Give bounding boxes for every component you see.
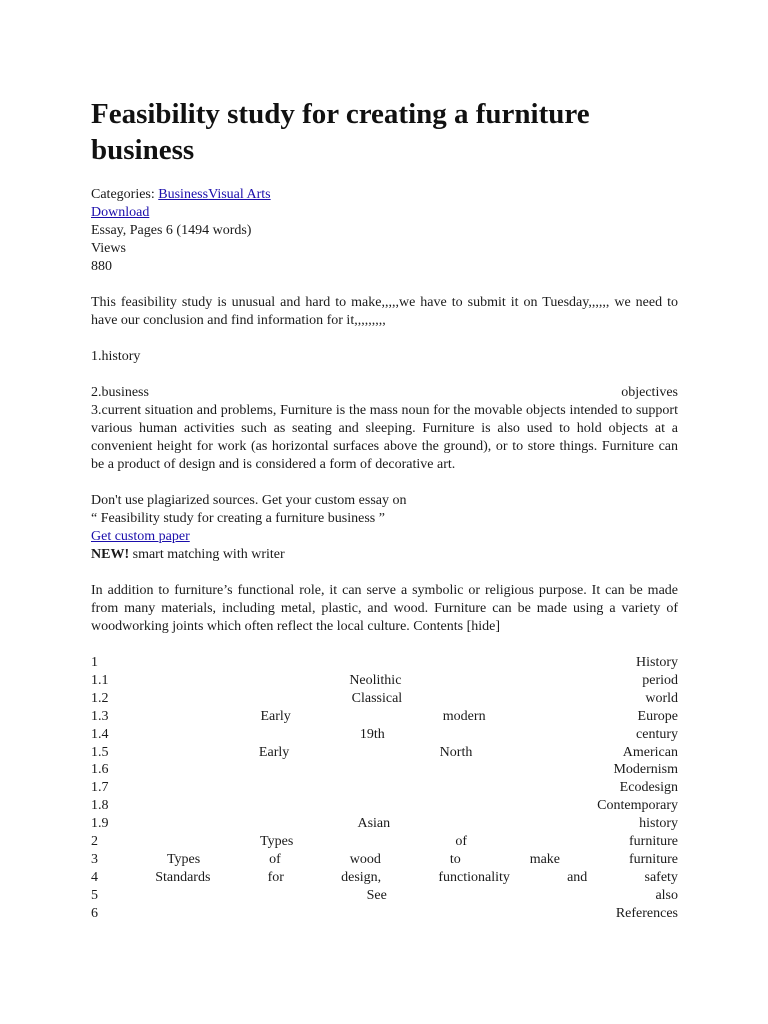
- toc-word: Modernism: [613, 762, 678, 778]
- toc-row: [91, 887, 678, 905]
- new-feature-line: [91, 546, 678, 564]
- toc-word: and: [567, 869, 588, 885]
- toc-word: Types: [260, 834, 294, 850]
- toc-row: [91, 851, 678, 869]
- toc-number: 6: [91, 905, 98, 921]
- views-count: 880: [91, 259, 112, 274]
- toc-word: world: [645, 690, 678, 706]
- toc-number: 3: [91, 851, 98, 867]
- toc-row: [91, 654, 678, 672]
- toc-number: 1.8: [91, 798, 109, 814]
- toc-word: period: [642, 672, 678, 688]
- toc-word: Ecodesign: [619, 780, 678, 796]
- toc-number: 1.2: [91, 690, 109, 706]
- toc-word: century: [636, 726, 678, 742]
- toc-number: 2: [91, 834, 98, 850]
- business-label: 2.business: [91, 385, 149, 400]
- toc-word: to: [449, 851, 461, 867]
- page-title: Feasibility study for creating a furniture business: [91, 98, 590, 166]
- toc-word: furniture: [629, 834, 678, 850]
- promo-line-1: Don't use plagiarized sources. Get your custom essay on: [91, 493, 407, 508]
- furniture-paragraph: In addition to furniture’s functional role, it can serve a symbolic or religious purpose. It can be made from many materials, including metal, plastic, and wood. Furniture can be made using a variety of woodworking joints which often reflect the local culture. Contents [hide]: [91, 583, 678, 634]
- toc-word: of: [455, 834, 467, 850]
- toc-word: Neolithic: [349, 672, 402, 688]
- toc-row: [91, 779, 678, 797]
- toc-word: for: [267, 869, 284, 885]
- toc-word: wood: [349, 851, 381, 867]
- category-link-business[interactable]: Business: [158, 187, 209, 202]
- toc-word: Europe: [637, 708, 678, 724]
- toc-number: 1.5: [91, 744, 109, 760]
- essay-info: Essay, Pages 6 (1494 words): [91, 223, 252, 238]
- intro-paragraph: This feasibility study is unusual and hard to make,,,,,we have to submit it on Tuesday,,,,,, we need to have our conclusion and find information for it,,,,,,,,,: [91, 295, 678, 328]
- toc-word: modern: [442, 708, 486, 724]
- toc-row: [91, 815, 678, 833]
- toc-word: History: [636, 655, 678, 670]
- toc-word: Types: [166, 851, 201, 867]
- toc-word: Asian: [357, 816, 391, 832]
- new-feature-text: smart matching with writer: [129, 547, 285, 562]
- toc-number: 1.6: [91, 762, 109, 778]
- promo-line-2: “ Feasibility study for creating a furniture business ”: [91, 511, 385, 526]
- toc-word: North: [439, 744, 473, 760]
- categories-line: [91, 186, 678, 204]
- toc-row: [91, 726, 678, 744]
- toc-word: Early: [258, 744, 290, 760]
- toc-word: functionality: [438, 869, 510, 885]
- meta-block: [91, 186, 678, 276]
- download-link[interactable]: Download: [91, 205, 150, 220]
- toc-word: Early: [260, 708, 291, 724]
- toc-row: [91, 797, 678, 815]
- toc-row: [91, 690, 678, 708]
- toc-word: also: [655, 887, 678, 903]
- toc-number: 1: [91, 655, 98, 670]
- article: [91, 96, 678, 923]
- toc-word: Standards: [155, 869, 211, 885]
- toc-row: [91, 869, 678, 887]
- category-link-visual-arts[interactable]: Visual Arts: [208, 187, 271, 202]
- contents-list: [91, 654, 678, 923]
- toc-number: 1.4: [91, 726, 109, 742]
- toc-row: [91, 833, 678, 851]
- list-item-business: [91, 384, 678, 402]
- toc-row: [91, 905, 678, 923]
- promo-block: [91, 492, 678, 564]
- get-custom-paper-link[interactable]: Get custom paper: [91, 529, 190, 544]
- toc-number: 1.1: [91, 672, 109, 688]
- toc-word: safety: [644, 869, 678, 885]
- toc-word: References: [615, 905, 678, 921]
- toc-word: design,: [341, 869, 382, 885]
- list-item-history: 1.history: [91, 349, 141, 364]
- toc-number: 1.3: [91, 708, 109, 724]
- toc-word: make: [529, 851, 561, 867]
- toc-row: [91, 708, 678, 726]
- toc-word: 19th: [359, 726, 385, 742]
- objectives-label: objectives: [621, 385, 678, 400]
- toc-number: 1.9: [91, 816, 109, 832]
- categories-label: Categories:: [91, 187, 155, 202]
- toc-word: American: [622, 744, 678, 760]
- current-situation-paragraph: 3.current situation and problems, Furniture is the mass noun for the movable objects intended to support various human activities such as seating and sleeping. Furniture is also used to hold objects at a convenient height for work (as horizontal surfaces above the ground), or to store things. Furniture can be a product of design and is considered a form of decorative art.: [91, 403, 678, 472]
- toc-word: of: [269, 851, 281, 867]
- toc-number: 1.7: [91, 780, 109, 796]
- toc-word: See: [366, 887, 387, 903]
- new-badge: NEW!: [91, 547, 130, 562]
- toc-row: [91, 761, 678, 779]
- toc-row: [91, 672, 678, 690]
- toc-row: [91, 744, 678, 762]
- toc-number: 5: [91, 887, 98, 903]
- toc-word: furniture: [628, 851, 678, 867]
- toc-word: Classical: [351, 690, 403, 706]
- toc-word: Contemporary: [597, 798, 678, 814]
- toc-word: history: [639, 816, 678, 832]
- toc-number: 4: [91, 869, 98, 885]
- views-label: Views: [91, 241, 126, 256]
